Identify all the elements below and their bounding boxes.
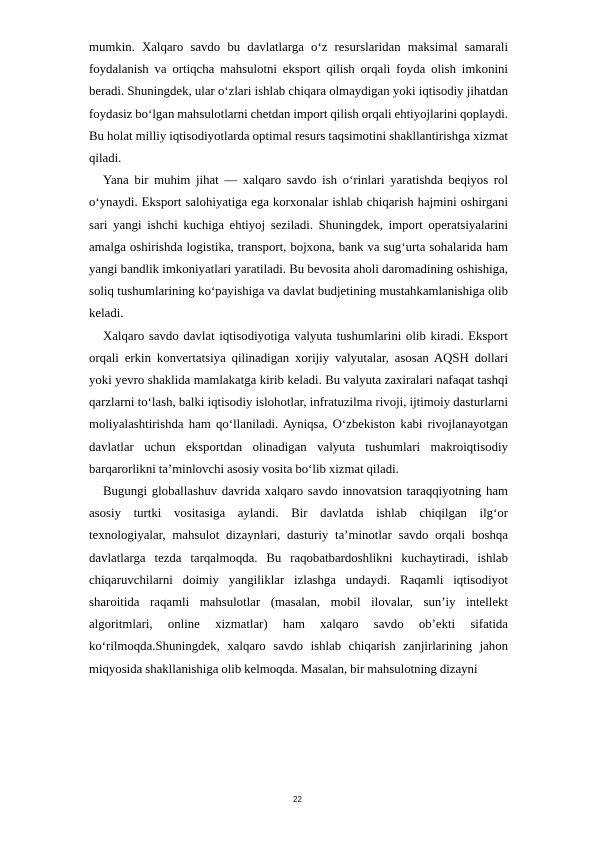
paragraph-1: mumkin. Xalqaro savdo bu davlatlarga o‘z resurslaridan maksimal samarali foydalanish va ortiqcha mahsulotni eksport qilish orqali foyda olish imkonini beradi. Shuningdek, ular o‘zlari ishlab chiqara olmaydigan yoki iqtisodiy jihatdan foydasiz bo‘lgan mahsulotlarni chetdan import qilish orqali ehtiyojlarini qoplaydi. Bu holat milliy iqtisodiyotlarda optimal resurs taqsimotini shakllantirishga xizmat qiladi. bbox=[89, 40, 508, 166]
paragraph-3: Xalqaro savdo davlat iqtisodiyotiga valyuta tushumlarini olib kiradi. Eksport orqali erkin konvertatsiya qilinadigan xorijiy valyutalar, asosan AQSH dollari yoki yevro shaklida mamlakatga kirib keladi. Bu valyuta zaxiralari nafaqat tashqi qarzlarni to‘lash, balki iqtisodiy islohotlar, infratuzilma rivoji, ijtimoiy dasturlarni moliyalashtirishda ham qo‘llaniladi. Ayniqsa, O‘zbekiston kabi rivojlanayotgan davlatlar uchun eksportdan olinadigan valyuta tushumlari makroiqtisodiy barqarorlikni ta’minlovchi asosiy vosita bo‘lib xizmat qiladi. bbox=[89, 328, 508, 476]
page-number: 22 bbox=[293, 795, 302, 804]
paragraph-4: Bugungi globallashuv davrida xalqaro savdo innovatsion taraqqiyotning ham asosiy turtki vositasiga aylandi. Bir davlatda ishlab chiqilgan ilg‘or texnologiyalar, mahsulot dizaynlari, dasturiy ta’minotlar savdo orqali boshqa davlatlarga tezda tarqalmoqda. Bu raqobatbardoshlikni kuchaytiradi, ishlab chiqaruvchilarni doimiy yangiliklar izlashga undaydi. Raqamli iqtisodiyot sharoitida raqamli mahsulotlar (masalan, mobil ilovalar, sun’iy intellekt algoritmlari, online xizmatlar) ham xalqaro savdo ob’ekti sifatida ko‘rilmoqda.Shuningdek, xalqaro savdo ishlab chiqarish zanjirlarining jahon miqyosida shakllanishiga olib kelmoqda. Masalan, bir mahsulotning dizayni bbox=[89, 484, 508, 676]
paragraph-2: Yana bir muhim jihat — xalqaro savdo ish o‘rinlari yaratishda beqiyos rol o‘ynaydi. Eksport salohiyatiga ega korxonalar ishlab chiqarish hajmini oshirgani sari yangi ishchi kuchiga ehtiyoj seziladi. Shuningdek, import operatsiyalarini amalga oshirishda logistika, transport, bojxona, bank va sug‘urta sohalarida ham yangi bandlik imkoniyatlari yaratiladi. Bu bevosita aholi daromadining oshishiga, soliq tushumlarining ko‘payishiga va davlat budjetining mustahkamlanishiga olib keladi. bbox=[89, 173, 508, 321]
document-body bbox=[89, 36, 508, 680]
